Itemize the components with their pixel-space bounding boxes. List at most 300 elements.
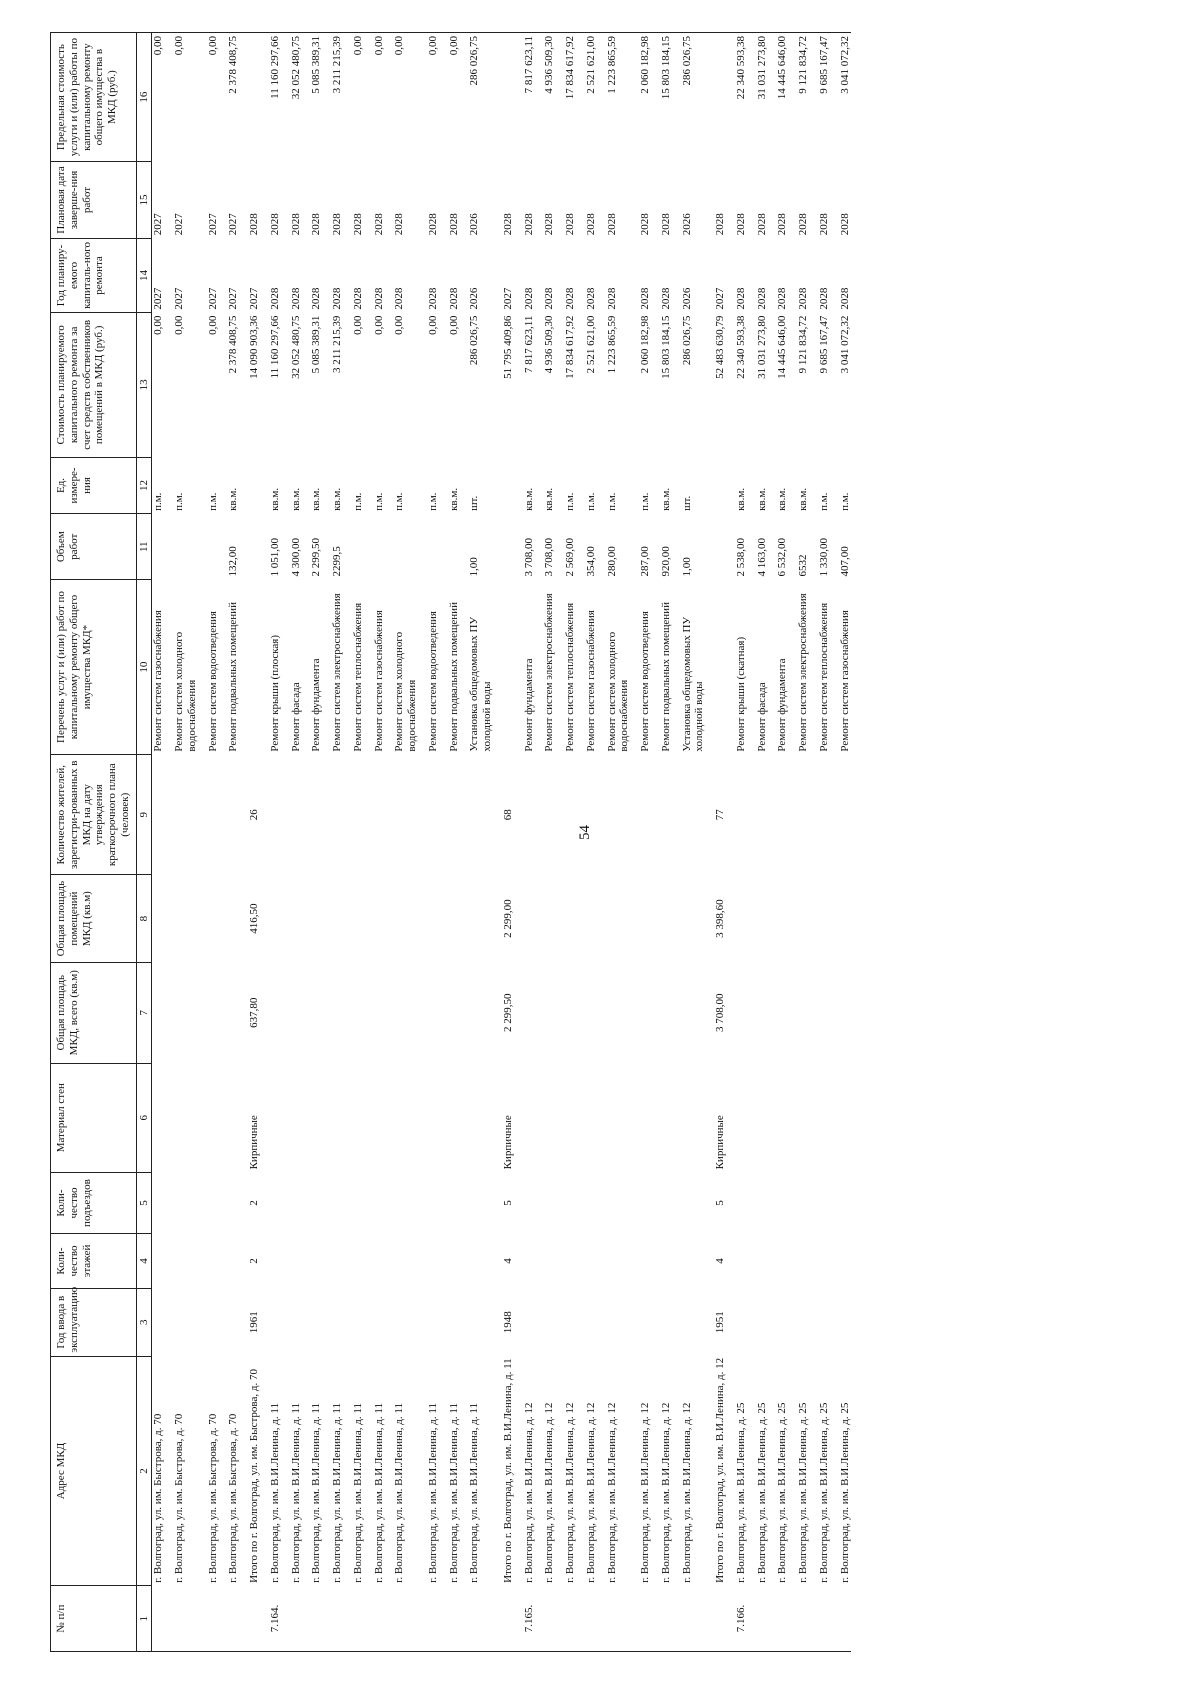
end-date: 2028 <box>351 213 364 236</box>
column-number: 1 <box>136 1586 152 1652</box>
plan-year: 2027 <box>248 287 260 310</box>
end-date: 2028 <box>289 213 302 236</box>
total-row <box>502 33 515 1652</box>
total-area <box>543 962 556 1063</box>
plan-year: 2028 <box>289 287 302 310</box>
column-number: 5 <box>136 1172 152 1233</box>
end-date: 2028 <box>310 213 323 236</box>
premises-area <box>269 875 282 963</box>
unit: п.м. <box>838 492 851 511</box>
total-area <box>660 962 673 1063</box>
max-cost: 0,00 <box>152 33 165 162</box>
wall-material <box>776 1063 789 1172</box>
total-area <box>564 962 577 1063</box>
end-date: 2028 <box>501 213 514 236</box>
total-area <box>331 962 344 1063</box>
table-row <box>839 33 852 1652</box>
planned-cost: 11 160 297,66 <box>268 315 281 379</box>
work-volume: 2 299,50 <box>310 538 323 577</box>
column-header: Стоимость планируемого капитального ремонта за счет средств собственников помещений в МКД (руб.) <box>51 313 137 457</box>
row-number <box>776 1586 789 1652</box>
work-type: Ремонт систем теплоснабжения <box>351 602 364 752</box>
premises-area <box>227 875 240 963</box>
wall-material <box>427 1063 440 1172</box>
column-number: 7 <box>136 962 152 1063</box>
table-row <box>639 33 652 1652</box>
premises-area <box>797 875 810 963</box>
entrances-count <box>543 1172 556 1233</box>
work-type: Ремонт фундамента <box>776 658 789 752</box>
address: г. Волгоград, ул. им. В.И.Ленина, д. 12 <box>639 1402 651 1583</box>
premises-area <box>660 875 673 963</box>
column-header: Количество жителей, зарегистри-рованных в МКД на дату утверждения краткосрочного плана (человек) <box>51 755 137 875</box>
wall-material <box>269 1063 282 1172</box>
total-row <box>714 33 727 1652</box>
unit: п.м. <box>817 492 830 511</box>
end-date: 2028 <box>331 213 343 236</box>
floors-count <box>269 1234 282 1289</box>
table-row <box>735 33 748 1652</box>
end-date: 2027 <box>206 213 219 236</box>
row-spacer <box>727 33 735 1652</box>
end-date: 2027 <box>152 213 165 236</box>
entrances-count <box>331 1172 344 1233</box>
max-cost: 0,00 <box>207 33 220 162</box>
column-number: 8 <box>136 875 152 963</box>
rotated-table-wrapper <box>50 32 1180 1652</box>
entrances-count <box>839 1172 852 1233</box>
max-cost: 9 685 167,47 <box>818 33 831 162</box>
table-body <box>152 33 852 1652</box>
planned-cost: 0,00 <box>173 315 185 335</box>
unit: кв.м. <box>447 487 460 511</box>
plan-year: 2027 <box>173 287 185 310</box>
premises-area <box>310 875 323 963</box>
header-row <box>51 33 137 1652</box>
end-date: 2028 <box>248 213 260 236</box>
end-date: 2028 <box>639 213 651 236</box>
residents-count <box>639 755 652 875</box>
entrances-count <box>427 1172 440 1233</box>
row-number <box>173 1586 199 1652</box>
entrances-count <box>310 1172 323 1233</box>
row-number <box>448 1586 461 1652</box>
row-number <box>756 1586 769 1652</box>
max-cost: 0,00 <box>393 33 419 162</box>
end-date: 2027 <box>227 213 240 236</box>
address: г. Волгоград, ул. им. В.И.Ленина, д. 12 <box>605 1402 618 1583</box>
unit: п.м. <box>372 492 385 511</box>
premises-area <box>523 875 536 963</box>
row-spacer <box>673 33 681 1652</box>
address: г. Волгоград, ул. им. В.И.Ленина, д. 11 <box>468 1403 481 1583</box>
row-number <box>331 1586 344 1652</box>
end-date: 2028 <box>447 213 460 236</box>
row-spacer <box>261 33 269 1652</box>
row-spacer <box>302 33 310 1652</box>
residents-count <box>735 755 748 875</box>
address: г. Волгоград, ул. им. В.И.Ленина, д. 11 <box>393 1403 406 1583</box>
column-number-row <box>136 33 152 1652</box>
column-header: Перечень услуг и (или) работ по капитальному ремонту общего имущества МКД* <box>51 580 137 755</box>
end-date: 2028 <box>393 213 406 236</box>
planned-cost: 3 041 072,32 <box>838 315 851 374</box>
residents-count <box>797 755 810 875</box>
premises-area <box>735 875 748 963</box>
row-spacer <box>323 33 331 1652</box>
floors-count: 4 <box>501 1258 514 1264</box>
planned-cost: 52 483 630,79 <box>714 315 726 379</box>
column-header: Общая площадь МКД, всего (кв.м) <box>51 962 137 1063</box>
work-volume: 1 051,00 <box>268 538 281 577</box>
max-cost: 0,00 <box>373 33 386 162</box>
wall-material <box>606 1063 632 1172</box>
table-row <box>310 33 323 1652</box>
total-area <box>373 962 386 1063</box>
column-header: Плановая дата заверше-ния работ <box>51 162 137 239</box>
work-volume <box>427 514 440 580</box>
end-date: 2028 <box>659 213 672 236</box>
planned-cost: 14 445 646,00 <box>776 315 789 379</box>
residents-count <box>839 755 852 875</box>
premises-area <box>681 875 707 963</box>
wall-material <box>393 1063 419 1172</box>
max-cost <box>502 33 515 162</box>
unit: кв.м. <box>310 487 323 511</box>
address: г. Волгоград, ул. им. Быстрова, д. 70 <box>227 1413 240 1583</box>
work-type: Ремонт систем теплоснабжения <box>817 602 830 752</box>
total-area <box>427 962 440 1063</box>
floors-count <box>152 1234 165 1289</box>
total-area: 637,80 <box>248 997 260 1028</box>
planned-cost: 31 031 273,80 <box>755 315 768 379</box>
floors-count <box>564 1234 577 1289</box>
table-header <box>51 33 152 1652</box>
commission-year <box>839 1288 852 1356</box>
wall-material <box>639 1063 652 1172</box>
entrances-count: 2 <box>248 1200 260 1206</box>
row-number: 7.165. <box>523 1586 536 1652</box>
plan-year: 2028 <box>605 287 618 310</box>
end-date: 2028 <box>734 213 747 236</box>
max-cost: 2 060 182,98 <box>639 33 652 162</box>
premises-area <box>393 875 419 963</box>
column-header: Материал стен <box>51 1063 137 1172</box>
entrances-count <box>448 1172 461 1233</box>
table-row <box>543 33 556 1652</box>
residents-count <box>290 755 303 875</box>
wall-material: Кирпичные <box>714 1115 726 1170</box>
max-cost: 2 521 621,00 <box>585 33 598 162</box>
unit: п.м. <box>584 492 597 511</box>
work-type: Ремонт систем газоснабжения <box>152 610 165 752</box>
commission-year <box>523 1288 536 1356</box>
plan-year: 2028 <box>564 287 576 310</box>
address: г. Волгоград, ул. им. В.И.Ленина, д. 12 <box>543 1402 556 1583</box>
planned-cost: 1 223 865,59 <box>605 315 618 374</box>
total-area <box>152 962 165 1063</box>
wall-material <box>152 1063 165 1172</box>
work-volume: 280,00 <box>605 546 618 577</box>
work-volume: 6532 <box>797 554 809 577</box>
unit <box>502 457 515 514</box>
entrances-count <box>393 1172 419 1233</box>
max-cost: 15 803 184,15 <box>660 33 673 162</box>
end-date: 2028 <box>584 213 597 236</box>
planned-cost: 51 795 409,86 <box>501 315 514 379</box>
total-area <box>523 962 536 1063</box>
address: г. Волгоград, ул. им. В.И.Ленина, д. 11 <box>268 1403 281 1583</box>
work-type: Ремонт фундамента <box>310 658 323 752</box>
end-date: 2028 <box>372 213 385 236</box>
row-spacer <box>535 33 543 1652</box>
wall-material <box>352 1063 365 1172</box>
row-spacer <box>652 33 660 1652</box>
floors-count <box>585 1234 598 1289</box>
row-spacer <box>385 33 393 1652</box>
table-row <box>448 33 461 1652</box>
column-number: 16 <box>136 33 152 162</box>
work-volume: 132,00 <box>227 546 240 577</box>
commission-year <box>468 1288 494 1356</box>
work-type: Ремонт систем водоотведения <box>206 611 219 752</box>
floors-count <box>352 1234 365 1289</box>
work-volume: 3 708,00 <box>543 538 556 577</box>
wall-material <box>227 1063 240 1172</box>
column-number: 10 <box>136 580 152 755</box>
plan-year: 2028 <box>522 287 535 310</box>
planned-cost: 0,00 <box>426 315 439 335</box>
work-type: Ремонт крыши (плоская) <box>268 634 281 752</box>
work-type: Ремонт систем теплоснабжения <box>564 602 576 752</box>
plan-year: 2027 <box>227 287 240 310</box>
entrances-count <box>639 1172 652 1233</box>
column-header: № п/п <box>51 1586 137 1652</box>
plan-year: 2027 <box>501 287 514 310</box>
total-area <box>468 962 494 1063</box>
commission-year <box>352 1288 365 1356</box>
wall-material <box>290 1063 303 1172</box>
commission-year <box>681 1288 707 1356</box>
plan-year: 2026 <box>680 287 693 310</box>
work-volume <box>502 514 515 580</box>
row-number <box>393 1586 419 1652</box>
address: Итого по г. Волгоград, ул. им. В.И.Ленина, д. 11 <box>501 1358 514 1583</box>
address: г. Волгоград, ул. им. В.И.Ленина, д. 12 <box>680 1402 693 1583</box>
plan-year: 2028 <box>639 287 651 310</box>
floors-count <box>373 1234 386 1289</box>
commission-year <box>269 1288 282 1356</box>
planned-cost: 9 685 167,47 <box>817 315 830 374</box>
max-cost: 286 026,75 <box>681 33 707 162</box>
premises-area: 2 299,00 <box>501 899 514 938</box>
row-spacer <box>598 33 606 1652</box>
column-number: 2 <box>136 1356 152 1586</box>
premises-area <box>543 875 556 963</box>
work-type: Ремонт подвальных помещений <box>447 602 460 752</box>
max-cost <box>248 33 261 162</box>
entrances-count <box>207 1172 220 1233</box>
address: г. Волгоград, ул. им. В.И.Ленина, д. 11 <box>351 1403 364 1583</box>
commission-year: 1961 <box>248 1311 260 1334</box>
total-area <box>797 962 810 1063</box>
unit: шт. <box>468 495 481 511</box>
total-area: 3 708,00 <box>714 993 726 1032</box>
table-row <box>290 33 303 1652</box>
unit: п.м. <box>639 492 651 511</box>
premises-area <box>776 875 789 963</box>
max-cost <box>714 33 727 162</box>
total-area <box>681 962 707 1063</box>
entrances-count <box>227 1172 240 1233</box>
column-header: Коли-чество этажей <box>51 1234 137 1289</box>
work-volume: 1,00 <box>468 557 481 577</box>
premises-area <box>606 875 632 963</box>
table-row <box>606 33 632 1652</box>
commission-year <box>818 1288 831 1356</box>
planned-cost: 22 340 593,38 <box>734 315 747 379</box>
row-number <box>543 1586 556 1652</box>
work-type: Ремонт систем холодного водоснабжения <box>393 631 418 752</box>
end-date: 2028 <box>817 213 830 236</box>
row-number <box>427 1586 440 1652</box>
end-date: 2028 <box>543 213 556 236</box>
planned-cost: 286 026,75 <box>468 315 481 366</box>
premises-area <box>448 875 461 963</box>
floors-count <box>839 1234 852 1289</box>
total-area <box>585 962 598 1063</box>
row-number <box>660 1586 673 1652</box>
row-number: 7.164. <box>269 1586 282 1652</box>
commission-year <box>373 1288 386 1356</box>
address: г. Волгоград, ул. им. В.И.Ленина, д. 25 <box>755 1402 768 1583</box>
residents-count <box>818 755 831 875</box>
row-number <box>290 1586 303 1652</box>
residents-count: 26 <box>248 809 260 821</box>
row-number <box>797 1586 810 1652</box>
work-type: Ремонт систем водоотведения <box>639 611 651 752</box>
planned-cost: 14 090 903,36 <box>248 315 260 379</box>
premises-area <box>207 875 220 963</box>
plan-year: 2028 <box>817 287 830 310</box>
address: г. Волгоград, ул. им. В.И.Ленина, д. 12 <box>584 1402 597 1583</box>
entrances-count <box>373 1172 386 1233</box>
unit: кв.м. <box>755 487 768 511</box>
work-type: Ремонт фасада <box>755 682 768 752</box>
row-number <box>681 1586 707 1652</box>
floors-count <box>523 1234 536 1289</box>
address: г. Волгоград, ул. им. В.И.Ленина, д. 12 <box>522 1402 535 1583</box>
wall-material <box>756 1063 769 1172</box>
work-volume: 2 569,00 <box>564 538 576 577</box>
address: г. Волгоград, ул. им. В.И.Ленина, д. 25 <box>734 1402 747 1583</box>
premises-area <box>564 875 577 963</box>
work-type: Ремонт подвальных помещений <box>227 602 240 752</box>
unit: п.м. <box>152 492 165 511</box>
entrances-count <box>606 1172 632 1233</box>
work-type: Ремонт фасада <box>289 682 302 752</box>
address: г. Волгоград, ул. им. В.И.Ленина, д. 11 <box>289 1403 302 1583</box>
premises-area <box>152 875 165 963</box>
work-type <box>714 580 727 755</box>
floors-count <box>756 1234 769 1289</box>
entrances-count <box>735 1172 748 1233</box>
row-spacer <box>789 33 797 1652</box>
row-spacer <box>494 33 502 1652</box>
floors-count <box>681 1234 707 1289</box>
unit: кв.м. <box>522 487 535 511</box>
plan-year: 2028 <box>584 287 597 310</box>
floors-count: 4 <box>714 1258 726 1264</box>
total-area <box>639 962 652 1063</box>
work-type <box>248 580 261 755</box>
commission-year <box>227 1288 240 1356</box>
residents-count <box>207 755 220 875</box>
column-header: Год ввода в эксплуатацию <box>51 1288 137 1356</box>
column-number: 13 <box>136 313 152 457</box>
max-cost: 7 817 623,11 <box>523 33 536 162</box>
max-cost: 1 223 865,59 <box>606 33 632 162</box>
end-date: 2028 <box>268 213 281 236</box>
table-row <box>227 33 240 1652</box>
plan-year: 2026 <box>468 287 481 310</box>
total-area <box>448 962 461 1063</box>
plan-year: 2027 <box>152 287 165 310</box>
commission-year <box>173 1288 199 1356</box>
address: г. Волгоград, ул. им. В.И.Ленина, д. 25 <box>776 1402 789 1583</box>
unit: кв.м. <box>659 487 672 511</box>
residents-count <box>776 755 789 875</box>
work-volume: 6 532,00 <box>776 538 789 577</box>
plan-year: 2028 <box>331 287 343 310</box>
max-cost: 0,00 <box>427 33 440 162</box>
commission-year <box>543 1288 556 1356</box>
floors-count <box>227 1234 240 1289</box>
plan-year: 2028 <box>755 287 768 310</box>
planned-cost: 0,00 <box>372 315 385 335</box>
commission-year <box>735 1288 748 1356</box>
commission-year: 1948 <box>501 1311 514 1334</box>
entrances-count <box>152 1172 165 1233</box>
total-row <box>248 33 261 1652</box>
work-volume: 407,00 <box>838 546 851 577</box>
row-number: 7.166. <box>735 1586 748 1652</box>
row-number <box>227 1586 240 1652</box>
row-number <box>207 1586 220 1652</box>
wall-material: Кирпичные <box>501 1115 514 1170</box>
unit: п.м. <box>351 492 364 511</box>
entrances-count <box>352 1172 365 1233</box>
planned-cost: 0,00 <box>206 315 219 335</box>
address: г. Волгоград, ул. им. В.И.Ленина, д. 11 <box>310 1403 323 1583</box>
row-spacer <box>219 33 227 1652</box>
premises-area <box>585 875 598 963</box>
floors-count <box>543 1234 556 1289</box>
max-cost: 31 031 273,80 <box>756 33 769 162</box>
residents-count <box>269 755 282 875</box>
work-volume <box>352 514 365 580</box>
wall-material <box>207 1063 220 1172</box>
premises-area <box>818 875 831 963</box>
table-row <box>152 33 165 1652</box>
page-number: 54 <box>577 825 593 840</box>
commission-year: 1951 <box>714 1311 726 1334</box>
entrances-count: 5 <box>714 1200 726 1206</box>
entrances-count <box>756 1172 769 1233</box>
residents-count <box>227 755 240 875</box>
premises-area <box>331 875 344 963</box>
plan-year: 2027 <box>206 287 219 310</box>
